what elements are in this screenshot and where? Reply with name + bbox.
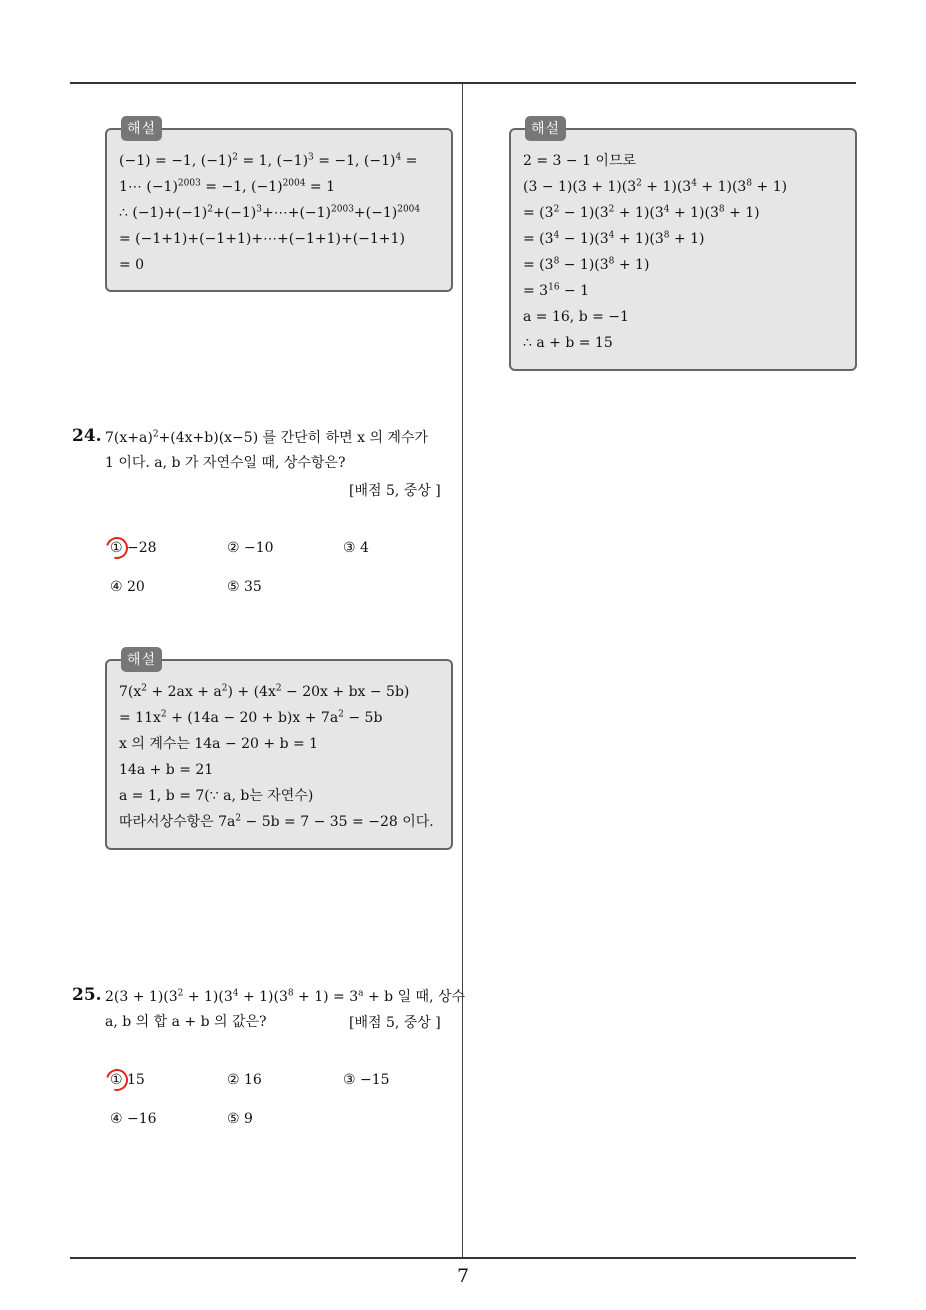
solution-line: $(3 - 1)(3 + 1)(3^2 + 1)(3^4 + 1)(3^8 + 1)$ <box>523 178 788 195</box>
solution-line: = (−1+1)+(−1+1)+⋯+(−1+1)+(−1+1) <box>119 231 405 247</box>
question-number-25: 25. <box>72 985 102 1005</box>
solution-line: ∴ $(-1)+(-1)^2+(-1)^3+\cdots+(-1)^{2003}+(-1)^{2004}$ <box>119 204 421 221</box>
solution-line: = $(3^8 - 1)(3^8 + 1)$ <box>523 256 650 273</box>
choice-2[interactable]: ② 16 <box>227 1072 262 1088</box>
question-25-score: [배점 5, 중상 ] <box>349 1015 441 1031</box>
question-24-line2: 1 이다. a, b 가 자연수일 때, 상수항은? <box>105 455 346 471</box>
page-number: 7 <box>456 1265 470 1287</box>
solution-tag: 해설 <box>525 116 566 141</box>
choice-4[interactable]: ④ 20 <box>110 579 145 595</box>
solution-line: = $11x^2 + (14a - 20 + b)x + 7a^2 - 5b$ <box>119 709 383 726</box>
choice-3[interactable]: ③ 4 <box>343 540 369 556</box>
solution-box-q23 <box>105 121 453 292</box>
question-number-24: 24. <box>72 426 102 446</box>
column-divider <box>462 83 463 1258</box>
solution-line: x 의 계수는 14a − 20 + b = 1 <box>119 736 319 752</box>
choice-3[interactable]: ③ −15 <box>343 1072 390 1088</box>
solution-line: (−1) = −1, $(-1)^2 = 1$, $(-1)^3 = -1$, $(-1)^4$ = <box>119 152 418 169</box>
question-24-line1: $7(x+a)^2+(4x+b)(x-5)$ 를 간단히 하면 x 의 계수가 <box>105 429 428 446</box>
solution-line: = $3^{16} - 1$ <box>523 282 590 299</box>
solution-line: ∴ a + b = 15 <box>523 335 613 351</box>
bottom-rule <box>70 1257 856 1259</box>
solution-box-q25 <box>509 121 857 371</box>
question-25-line2: a, b 의 합 a + b 의 값은? <box>105 1014 267 1030</box>
solution-tag: 해설 <box>121 116 162 141</box>
solution-line: = $(3^2 - 1)(3^2 + 1)(3^4 + 1)(3^8 + 1)$ <box>523 204 760 221</box>
solution-tag: 해설 <box>121 647 162 672</box>
solution-line: a = 1, b = 7(∵ a, b는 자연수) <box>119 788 314 804</box>
solution-line: 14a + b = 21 <box>119 762 214 778</box>
solution-box-q24 <box>105 652 453 850</box>
choice-1[interactable]: ① −28 <box>110 540 157 556</box>
solution-line: a = 16, b = −1 <box>523 309 629 325</box>
solution-line: 2 = 3 − 1 이므로 <box>523 153 637 169</box>
solution-line: = 0 <box>119 257 145 273</box>
top-rule <box>70 82 856 84</box>
choice-4[interactable]: ④ −16 <box>110 1111 157 1127</box>
solution-line: $7(x^2 + 2ax + a^2) + (4x^2 - 20x$ + bx − 5b) <box>119 683 410 700</box>
solution-line: 따라서상수항은 $7a^2 - 5b = 7 - 35 = -28$ 이다. <box>119 813 434 830</box>
choice-5[interactable]: ⑤ 9 <box>227 1111 253 1127</box>
solution-line: = $(3^4 - 1)(3^4 + 1)(3^8 + 1)$ <box>523 230 705 247</box>
choice-1[interactable]: ① 15 <box>110 1072 145 1088</box>
choice-2[interactable]: ② −10 <box>227 540 274 556</box>
question-25-line1: $2(3 + 1)(3^2 + 1)(3^4 + 1)(3^8 + 1) = 3^a + b$ 일 때, 상수 <box>105 988 466 1005</box>
choice-5[interactable]: ⑤ 35 <box>227 579 262 595</box>
solution-line: 1⋯ $(-1)^{2003} = -1$, $(-1)^{2004} = 1$ <box>119 178 336 195</box>
question-24-score: [배점 5, 중상 ] <box>349 483 441 499</box>
